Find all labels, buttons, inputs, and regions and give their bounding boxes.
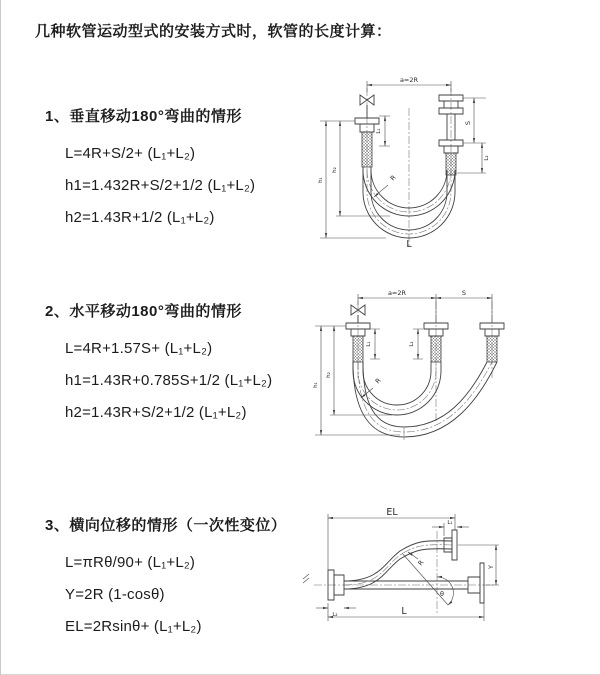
section-3-formula-EL: EL=2Rsinθ+ (L₁+L₂) [65,618,202,635]
pipe-break-mark [303,574,309,583]
dimension-Y [458,545,499,585]
section-1-formula-L: L=4R+S/2+ (L₁+L₂) [65,145,196,162]
dimension-a2r [367,76,451,92]
label-theta: θ [440,590,444,598]
section-3-formula-L: L=πRθ/90+ (L₁+L₂) [65,554,196,571]
centerlines [314,531,496,613]
label-L2: L₂ [332,612,338,618]
dimension-L2 [409,329,423,359]
section-1-heading: 1、垂直移动180°弯曲的情形 [45,108,242,125]
original-pipe-position [344,563,484,603]
diagram-lateral-displacement [300,503,510,648]
section-1 [45,105,255,234]
dimension-S [463,98,486,143]
dimension-L1 [376,116,390,146]
label-Y: Y [487,565,495,569]
label-R: R [388,173,398,183]
centerlines [367,88,451,248]
label-h1: h₁ [313,382,319,388]
displaced-hose-curve [344,530,457,589]
right-braid-section [446,153,456,175]
label-R: R [373,376,383,386]
section-2-formula-h2: h2=1.43R+S/2+1/2 (L₁+L₂) [65,404,247,421]
dimension-L [328,603,484,621]
diagram-1-drawing [316,70,551,255]
diagram-2-drawing [312,283,600,453]
dimension-S [436,289,492,298]
page-title: 几种软管运动型式的安装方式时，软管的长度计算： [35,23,392,40]
section-3-heading: 3、横向位移的情形（一次性变位） [45,517,287,534]
dimension-EL [328,507,455,570]
section-1-formula-h2: h2=1.43R+1/2 (L₁+L₂) [65,209,215,226]
label-L: L [406,239,412,250]
dimension-L2 [457,143,490,173]
label-L: L [401,606,407,617]
label-h2: h₂ [326,372,332,378]
label-L2: L₂ [409,341,415,347]
dimension-L2 [316,608,356,618]
angle-theta [402,553,453,605]
label-S: S [464,120,472,126]
diagram-vertical-movement [316,70,551,255]
diagram-horizontal-movement [312,283,600,453]
radius-leader [374,173,398,197]
middle-connector-original-position [424,323,448,362]
section-1-formula-h1: h1=1.432R+S/2+1/2 (L₁+L₂) [65,177,256,194]
dimension-L1 [432,520,469,536]
dimension-h1 [318,121,386,238]
label-a2r: a=2R [387,289,407,297]
radius-leader [408,552,426,567]
label-EL: EL [386,507,398,518]
label-L1: L₁ [366,341,372,347]
label-h2: h₂ [332,167,338,173]
dimension-L1 [366,329,380,359]
label-h1: h₁ [318,177,324,183]
section-3 [45,514,286,643]
right-connector-moved-position [480,323,504,362]
hose-curves [353,362,497,437]
centerlines [358,301,492,441]
section-2-heading: 2、水平移动180°弯曲的情形 [45,303,242,320]
label-L1: L₁ [376,128,382,134]
label-S: S [461,289,467,297]
section-2-formula-h1: h1=1.43R+0.785S+1/2 (L₁+L₂) [65,372,273,389]
label-L2: L₂ [484,155,490,161]
label-L1: L₁ [447,520,453,526]
section-3-formula-Y: Y=2R (1-cosθ) [65,586,165,603]
label-a2r: a=2R [399,76,419,84]
section-2-formula-L: L=4R+1.57S+ (L₁+L₂) [65,340,213,357]
dimension-a2r [358,289,492,323]
label-R: R [416,558,426,568]
section-2 [45,300,272,429]
left-braid-section [362,132,372,167]
diagram-3-drawing [300,503,510,648]
